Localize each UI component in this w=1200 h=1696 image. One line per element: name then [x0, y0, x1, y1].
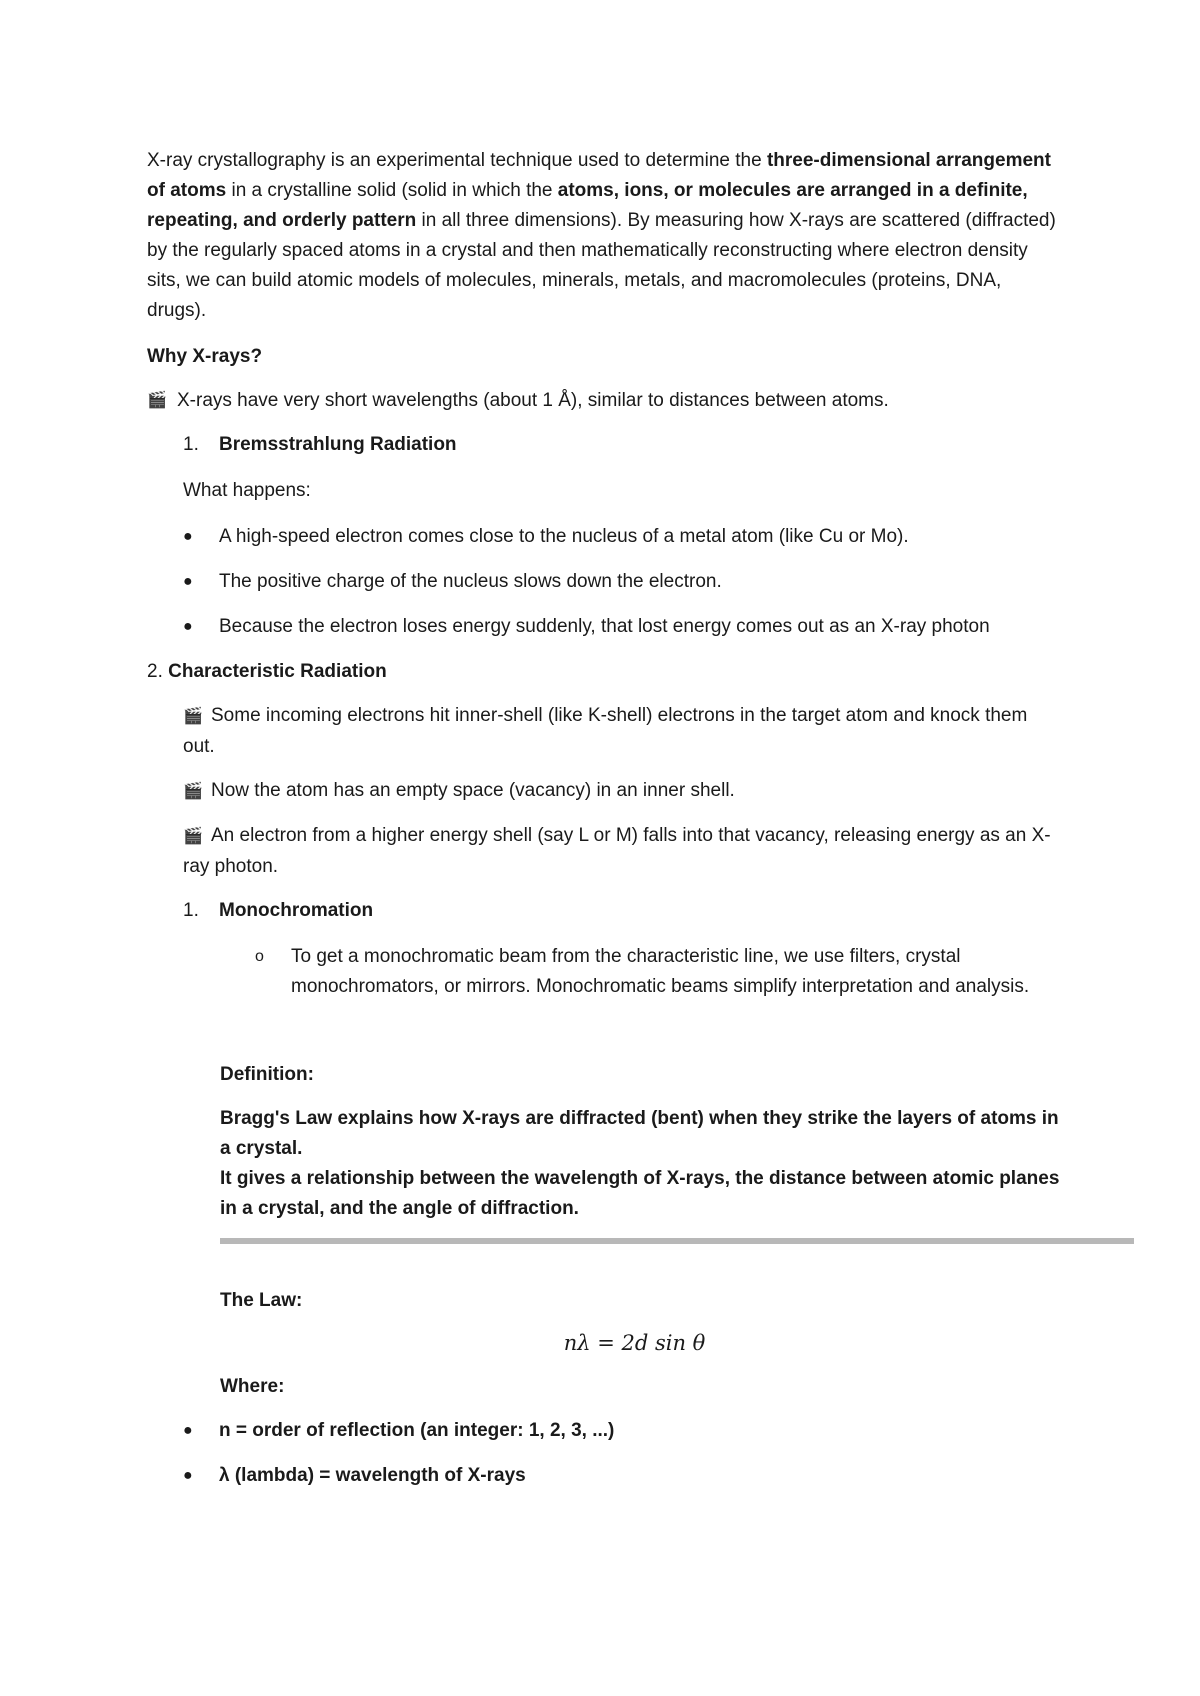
law-heading: The Law:	[220, 1290, 303, 1311]
terms-list	[147, 1416, 1062, 1491]
clapperboard-icon: 🎬	[147, 392, 167, 409]
what-happens-label: What happens:	[183, 480, 311, 501]
bragg-equation: nλ = 2d sin θ	[563, 1331, 706, 1355]
list-item	[183, 522, 1062, 552]
bullet-icon: ●	[183, 528, 193, 545]
intro-text-1: X-ray crystallography is an experimental technique used to determine the	[147, 150, 767, 171]
monochromation-number: 1.	[183, 900, 199, 921]
why-xrays-point	[147, 386, 1062, 416]
bullet-icon: ●	[183, 1422, 193, 1439]
list-item	[183, 1416, 1062, 1446]
intro-bold-2: atoms, ions, or molecules are arranged in a definite, repeating, and orderly pattern	[147, 180, 1028, 231]
bremsstrahlung-list	[147, 522, 1062, 642]
monochromation-title: Monochromation	[219, 900, 374, 921]
bremsstrahlung-title: Bremsstrahlung Radiation	[219, 434, 457, 455]
intro-text-3: in all three dimensions). By measuring how X-rays are scattered (diffracted) by the regularly spaced atoms in a crystal and then mathematically reconstructing where electron density sits, we can build atomic models of molecules, minerals, metals, and macromolecules (proteins, DNA, drugs).	[147, 210, 1056, 321]
where-label: Where:	[220, 1376, 285, 1397]
characteristic-point	[183, 776, 1062, 807]
horizontal-rule	[220, 1238, 1134, 1244]
intro-bold-1: three-dimensional arrangement of atoms	[147, 150, 1051, 201]
list-item-text: A high-speed electron comes close to the nucleus of a metal atom (like Cu or Mo).	[219, 526, 909, 547]
characteristic-point	[183, 701, 1062, 762]
circle-bullet-icon: o	[255, 948, 264, 965]
clapperboard-icon: 🎬	[183, 828, 203, 845]
term-text: λ (lambda) = wavelength of X-rays	[219, 1465, 526, 1486]
why-xrays-text: X-rays have very short wavelengths (about 1 Å), similar to distances between atoms.	[177, 390, 889, 411]
clapperboard-icon: 🎬	[183, 783, 203, 800]
bullet-icon: ●	[183, 1467, 193, 1484]
characteristic-number: 2.	[147, 661, 163, 682]
characteristic-point-text: An electron from a higher energy shell (say L or M) falls into that vacancy, releasing energy as an X-ray photon.	[183, 825, 1051, 877]
definition-heading: Definition:	[220, 1064, 314, 1085]
bullet-icon: ●	[183, 573, 193, 590]
bremsstrahlung-heading	[183, 430, 1062, 460]
monochromation-text: To get a monochromatic beam from the characteristic line, we use filters, crystal monochromators, or mirrors. Monochromatic beams simplify interpretation and analysis.	[291, 946, 1030, 997]
list-item	[183, 1461, 1062, 1491]
characteristic-title: Characteristic Radiation	[168, 661, 387, 682]
list-item-text: Because the electron loses energy suddenly, that lost energy comes out as an X-ray photon	[219, 616, 990, 637]
monochromation-heading	[183, 896, 1062, 926]
list-item	[183, 567, 1062, 597]
definition-line-1: Bragg's Law explains how X-rays are diffracted (bent) when they strike the layers of atoms in a crystal.	[220, 1108, 1059, 1159]
bremsstrahlung-number: 1.	[183, 434, 199, 455]
definition-line-2: It gives a relationship between the wavelength of X-rays, the distance between atomic planes in a crystal, and the angle of diffraction.	[220, 1168, 1060, 1219]
characteristic-point	[183, 821, 1062, 882]
list-item	[183, 612, 1062, 642]
why-xrays-heading: Why X-rays?	[147, 346, 263, 367]
characteristic-heading	[147, 657, 1062, 687]
clapperboard-icon: 🎬	[183, 708, 203, 725]
document-page	[147, 146, 1062, 1506]
characteristic-point-text: Some incoming electrons hit inner-shell (like K-shell) electrons in the target atom and knock them out.	[183, 705, 1028, 757]
intro-paragraph	[147, 146, 1062, 326]
term-text: n = order of reflection (an integer: 1, 2, 3, ...)	[219, 1420, 615, 1441]
list-item-text: The positive charge of the nucleus slows down the electron.	[219, 571, 722, 592]
bullet-icon: ●	[183, 618, 193, 635]
characteristic-point-text: Now the atom has an empty space (vacancy) in an inner shell.	[211, 780, 735, 801]
monochromation-item	[255, 942, 1062, 1002]
definition-section	[220, 1060, 1062, 1224]
intro-text-2: in a crystalline solid (solid in which the	[226, 180, 558, 201]
